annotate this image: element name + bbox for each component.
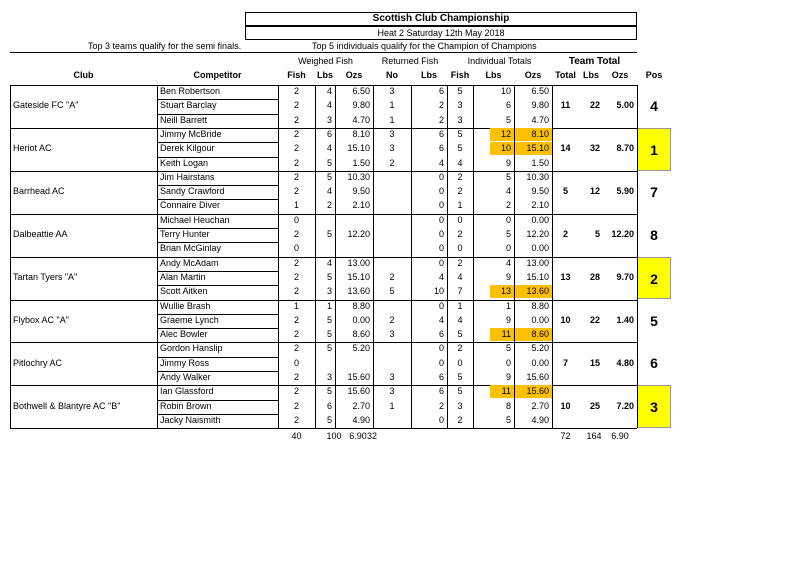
weighed-lbs: 3 [326,372,332,382]
col-t-lbs: Lbs [582,70,599,80]
grid-vline [10,85,11,428]
returned-no: 3 [389,386,395,397]
team-club: Heriot AC [13,143,52,154]
weighed-ozs: 2.10 [352,200,370,211]
weighed-lbs [315,357,335,370]
individual-fish: 4 [457,157,463,168]
weighed-ozs: 5.20 [352,343,370,354]
competitor-name: Ben Robertson [160,86,221,96]
weighed-ozs: 4.90 [352,414,370,425]
individual-lbs: 5 [505,343,511,354]
team-total-fish: 13 [560,271,571,282]
individual-lbs: 12 [490,128,514,141]
individual-lbs: 11 [490,385,514,398]
competitor-name: Terry Hunter [160,229,210,239]
returned-lbs: 0 [438,414,444,425]
weighed-header: Weighed Fish [298,56,353,66]
individual-ozs: 0.00 [531,357,549,368]
competitor-name: Andy McAdam [160,257,219,268]
team-position: 6 [650,355,658,372]
individual-ozs: 4.70 [531,114,549,125]
total-team-fish: 72 [560,431,571,442]
team-total-lbs: 5 [594,229,600,239]
team-total-fish: 10 [560,400,571,411]
individual-lbs: 13 [490,285,514,298]
individual-fish: 5 [457,143,463,154]
weighed-ozs: 8.80 [352,300,370,311]
competitor-name: Sandy Crawford [160,186,225,197]
team-total-ozs: 8.70 [616,143,634,154]
weighed-ozs: 6.50 [352,86,370,96]
team-total-lbs: 22 [589,100,600,111]
grid-vline [447,85,448,428]
team-total-lbs: 28 [589,271,600,282]
returned-no [373,185,411,198]
returned-lbs: 6 [438,143,444,154]
col-i-lbs: Lbs [485,70,502,80]
weighed-fish: 2 [293,386,299,397]
individual-fish: 3 [457,114,463,125]
team-total-lbs: 25 [589,400,600,411]
weighed-ozs: 8.60 [352,329,370,340]
individual-header: Individual Totals [467,56,532,66]
team-total-lbs: 32 [589,143,600,154]
returned-lbs: 6 [438,386,444,397]
returned-no [373,214,411,227]
qualify-note-individuals: Top 5 individuals qualify for the Champion of Champions [312,41,537,51]
grid-vline [637,85,638,428]
weighed-ozs: 10.30 [347,171,370,182]
returned-no [373,228,411,241]
individual-fish: 5 [457,128,463,139]
individual-lbs: 10 [500,86,511,96]
returned-no: 1 [389,400,395,411]
individual-fish: 0 [457,243,463,254]
grid-vline [315,85,316,428]
weighed-lbs: 5 [326,314,332,325]
team-total-fish: 11 [560,100,571,111]
team-club: Pitlochry AC [13,357,63,368]
individual-ozs: 9.50 [531,186,549,197]
competitor-name: Robin Brown [160,400,212,411]
weighed-lbs [315,242,335,255]
individual-ozs: 9.80 [531,100,549,111]
competitor-name: Ian Glassford [160,386,214,397]
grid-hline [10,428,637,429]
col-w-fish: Fish [287,70,306,80]
weighed-lbs: 6 [326,128,332,139]
returned-lbs: 10 [433,286,444,297]
col-r-lbs: Lbs [420,70,437,80]
returned-lbs: 6 [438,86,444,96]
competitor-name: Alec Bowler [160,329,208,340]
weighed-fish: 0 [293,357,299,368]
weighed-lbs: 6 [326,400,332,411]
weighed-fish: 0 [293,243,299,254]
individual-ozs: 0.00 [531,243,549,254]
returned-no [373,357,411,370]
competitor-name: Stuart Barclay [160,100,217,111]
weighed-fish: 2 [293,414,299,425]
individual-lbs: 2 [505,200,511,211]
returned-no: 3 [389,372,395,382]
returned-lbs: 6 [438,128,444,139]
weighed-fish: 0 [293,214,299,225]
competitor-name: Scott Aitken [160,286,208,297]
col-i-fish: Fish [450,70,470,80]
individual-ozs: 0.00 [531,314,549,325]
returned-lbs: 0 [438,214,444,225]
weighed-lbs: 4 [326,186,332,197]
competitor-name: Jim Hairstans [160,171,215,182]
team-total-fish: 14 [560,143,571,154]
competitor-name: Gordon Hanslip [160,343,223,354]
returned-no: 3 [389,86,395,96]
total-returned-no: 32 [366,431,377,442]
weighed-ozs [335,214,373,227]
returned-no: 2 [389,314,395,325]
weighed-fish: 2 [293,372,299,382]
total-weighed-fish: 40 [291,431,302,442]
qualify-note-teams: Top 3 teams qualify for the semi finals. [88,41,242,51]
returned-no [373,300,411,313]
weighed-lbs: 4 [326,143,332,154]
weighed-fish: 2 [293,314,299,325]
team-total-lbs: 15 [589,357,600,368]
returned-lbs: 4 [438,314,444,325]
weighed-ozs: 13.00 [347,257,370,268]
total-team-ozs: 6.90 [611,431,629,442]
individual-lbs: 9 [505,372,511,382]
weighed-lbs: 4 [326,257,332,268]
team-total-ozs: 12.20 [611,229,634,239]
weighed-fish: 2 [293,229,299,239]
individual-fish: 1 [457,300,463,311]
col-club: Club [73,70,94,80]
sheet-title: Scottish Club Championship [245,12,637,26]
individual-ozs: 10.30 [526,171,549,182]
returned-lbs: 4 [438,157,444,168]
competitor-name: Keith Logan [160,157,209,168]
grid-vline [473,85,474,428]
team-total-fish: 2 [562,229,568,239]
individual-fish: 4 [457,271,463,282]
returned-lbs: 0 [438,300,444,311]
team-total-ozs: 4.80 [616,357,634,368]
team-total-ozs: 9.70 [616,271,634,282]
weighed-fish: 2 [293,157,299,168]
weighed-lbs: 5 [326,343,332,354]
grid-vline [157,85,158,428]
col-w-ozs: Ozs [345,70,363,80]
returned-lbs: 0 [438,357,444,368]
team-total-fish: 10 [560,314,571,325]
individual-fish: 2 [457,229,463,239]
total-team-lbs: 164 [586,431,602,442]
weighed-fish: 2 [293,171,299,182]
individual-lbs: 10 [490,142,514,155]
col-i-ozs: Ozs [524,70,542,80]
grid-vline [335,85,336,428]
individual-lbs: 5 [505,414,511,425]
individual-fish: 3 [457,400,463,411]
team-total-lbs: 12 [589,186,600,197]
individual-ozs: 15.10 [526,271,549,282]
returned-no [373,199,411,212]
individual-lbs: 6 [505,100,511,111]
individual-lbs: 1 [505,300,511,311]
individual-fish: 0 [457,214,463,225]
competitor-name: Neill Barrett [160,114,208,125]
competitor-name: Brian McGinlay [160,243,222,254]
weighed-lbs: 5 [326,414,332,425]
weighed-lbs: 5 [326,271,332,282]
returned-no: 1 [389,100,395,111]
returned-no: 5 [389,286,395,297]
returned-no: 2 [389,271,395,282]
weighed-lbs: 5 [326,386,332,397]
individual-fish: 5 [457,386,463,397]
grid-vline [411,85,412,428]
team-club: Gateside FC "A" [13,100,79,111]
individual-lbs: 0 [505,243,511,254]
weighed-lbs: 4 [326,86,332,96]
weighed-fish: 2 [293,286,299,297]
competitor-name: Jimmy Ross [160,357,209,368]
weighed-fish: 1 [293,300,299,311]
team-total-ozs: 7.20 [616,400,634,411]
individual-fish: 2 [457,186,463,197]
weighed-lbs: 5 [326,157,332,168]
team-total-fish: 5 [562,186,568,197]
returned-no: 3 [389,329,395,340]
weighed-ozs [335,242,373,255]
team-total-ozs: 1.40 [616,314,634,325]
individual-ozs: 2.10 [531,200,549,211]
team-position: 8 [650,226,658,243]
returned-no [373,342,411,355]
individual-lbs: 4 [505,186,511,197]
returned-lbs: 0 [438,343,444,354]
weighed-fish: 2 [293,114,299,125]
weighed-lbs: 4 [326,100,332,111]
individual-ozs: 2.70 [531,400,549,411]
col-competitor: Competitor [193,70,242,80]
individual-fish: 5 [457,86,463,96]
returned-no: 3 [389,143,395,154]
individual-fish: 2 [457,257,463,268]
competitor-name: Michael Heuchan [160,214,230,225]
grid-vline [552,85,553,428]
weighed-ozs: 13.60 [347,286,370,297]
returned-lbs: 0 [438,243,444,254]
grid-vline [278,85,279,428]
individual-ozs: 1.50 [531,157,549,168]
sheet-subtitle: Heat 2 Saturday 12th May 2018 [245,26,637,40]
team-total-fish: 7 [562,357,568,368]
competitor-name: Jimmy McBride [160,128,222,139]
weighed-lbs: 1 [326,300,332,311]
team-club: Dalbeattie AA [13,229,68,239]
weighed-ozs: 9.80 [352,100,370,111]
individual-lbs: 9 [505,271,511,282]
returned-no [373,171,411,184]
individual-ozs: 6.50 [531,86,549,96]
weighed-ozs: 15.10 [347,271,370,282]
team-club: Flybox AC "A" [13,314,69,325]
weighed-ozs: 8.10 [352,128,370,139]
team-total-header: Team Total [568,56,621,67]
individual-ozs: 0.00 [531,214,549,225]
returned-lbs: 0 [438,171,444,182]
returned-lbs: 2 [438,114,444,125]
individual-lbs: 5 [505,114,511,125]
weighed-ozs: 12.20 [347,229,370,239]
individual-ozs: 15.10 [514,142,552,155]
individual-fish: 2 [457,171,463,182]
weighed-fish: 2 [293,343,299,354]
individual-lbs: 8 [505,400,511,411]
team-position: 3 [637,385,671,428]
individual-fish: 2 [457,414,463,425]
weighed-ozs: 2.70 [352,400,370,411]
returned-no: 1 [389,114,395,125]
individual-ozs: 5.20 [531,343,549,354]
team-position: 5 [650,312,658,329]
weighed-fish: 2 [293,86,299,96]
returned-lbs: 2 [438,100,444,111]
individual-fish: 5 [457,372,463,382]
team-total-ozs: 5.00 [616,100,634,111]
individual-ozs: 8.80 [531,300,549,311]
total-weighed-ozs: 6.90 [349,431,367,442]
individual-lbs: 11 [490,328,514,341]
returned-lbs: 0 [438,186,444,197]
weighed-lbs: 5 [326,329,332,340]
returned-no [373,257,411,270]
grid-vline [514,85,515,428]
weighed-ozs: 1.50 [352,157,370,168]
competitor-name: Graeme Lynch [160,314,219,325]
competitor-name: Jacky Naismith [160,414,221,425]
weighed-fish: 2 [293,100,299,111]
team-club: Bothwell & Blantyre AC "B" [13,400,121,411]
weighed-ozs: 15.10 [347,143,370,154]
col-w-lbs: Lbs [316,70,333,80]
weighed-fish: 2 [293,400,299,411]
weighed-fish: 2 [293,329,299,340]
weighed-fish: 2 [293,143,299,154]
individual-lbs: 5 [505,171,511,182]
individual-fish: 0 [457,357,463,368]
individual-fish: 4 [457,314,463,325]
individual-ozs: 4.90 [531,414,549,425]
col-pos: Pos [645,70,663,80]
returned-lbs: 2 [438,400,444,411]
individual-ozs: 13.60 [514,285,552,298]
returned-header: Returned Fish [381,56,439,66]
weighed-fish: 2 [293,186,299,197]
returned-lbs: 6 [438,372,444,382]
weighed-fish: 2 [293,128,299,139]
weighed-lbs [315,214,335,227]
returned-no [373,242,411,255]
team-club: Tartan Tyers "A" [13,271,78,282]
returned-lbs: 6 [438,329,444,340]
competitor-name: Andy Walker [160,372,211,382]
team-position: 1 [637,128,671,171]
weighed-fish: 2 [293,271,299,282]
team-position: 2 [637,257,671,300]
individual-ozs: 13.00 [526,257,549,268]
col-t-ozs: Ozs [611,70,629,80]
weighed-lbs: 3 [326,286,332,297]
individual-ozs: 8.60 [514,328,552,341]
weighed-fish: 1 [293,200,299,211]
col-r-no: No [386,70,398,80]
individual-lbs: 0 [505,214,511,225]
individual-fish: 3 [457,100,463,111]
weighed-ozs: 0.00 [352,314,370,325]
weighed-fish: 2 [293,257,299,268]
competitor-name: Alan Martin [160,271,206,282]
individual-fish: 7 [457,286,463,297]
individual-fish: 5 [457,329,463,340]
weighed-ozs: 4.70 [352,114,370,125]
individual-lbs: 4 [505,257,511,268]
returned-lbs: 0 [438,229,444,239]
team-position: 4 [650,98,658,114]
individual-ozs: 15.60 [526,372,549,382]
individual-lbs: 9 [505,314,511,325]
individual-lbs: 9 [505,157,511,168]
competitor-name: Wullie Brash [160,300,211,311]
total-weighed-lbs: 100 [326,431,342,442]
weighed-ozs [335,357,373,370]
team-club: Barrhead AC [13,186,65,197]
competitor-name: Connaire Diver [160,200,221,211]
weighed-lbs: 2 [326,200,332,211]
weighed-ozs: 15.60 [347,386,370,397]
weighed-lbs: 3 [326,114,332,125]
weighed-ozs: 9.50 [352,186,370,197]
weighed-lbs: 5 [326,171,332,182]
returned-lbs: 0 [438,200,444,211]
individual-fish: 1 [457,200,463,211]
col-t-total: Total [555,70,576,80]
individual-fish: 2 [457,343,463,354]
returned-lbs: 4 [438,271,444,282]
individual-lbs: 5 [505,229,511,239]
individual-ozs: 15.60 [514,385,552,398]
returned-no [373,414,411,427]
competitor-name: Derek Kilgour [160,143,215,154]
weighed-ozs: 15.60 [347,372,370,382]
returned-no: 3 [389,128,395,139]
returned-no: 2 [389,157,395,168]
individual-lbs: 0 [505,357,511,368]
returned-lbs: 0 [438,257,444,268]
individual-ozs: 12.20 [526,229,549,239]
weighed-lbs: 5 [326,229,332,239]
grid-vline [373,85,374,428]
individual-ozs: 8.10 [514,128,552,141]
team-position: 7 [650,183,658,200]
team-total-ozs: 5.90 [616,186,634,197]
team-total-lbs: 22 [589,314,600,325]
